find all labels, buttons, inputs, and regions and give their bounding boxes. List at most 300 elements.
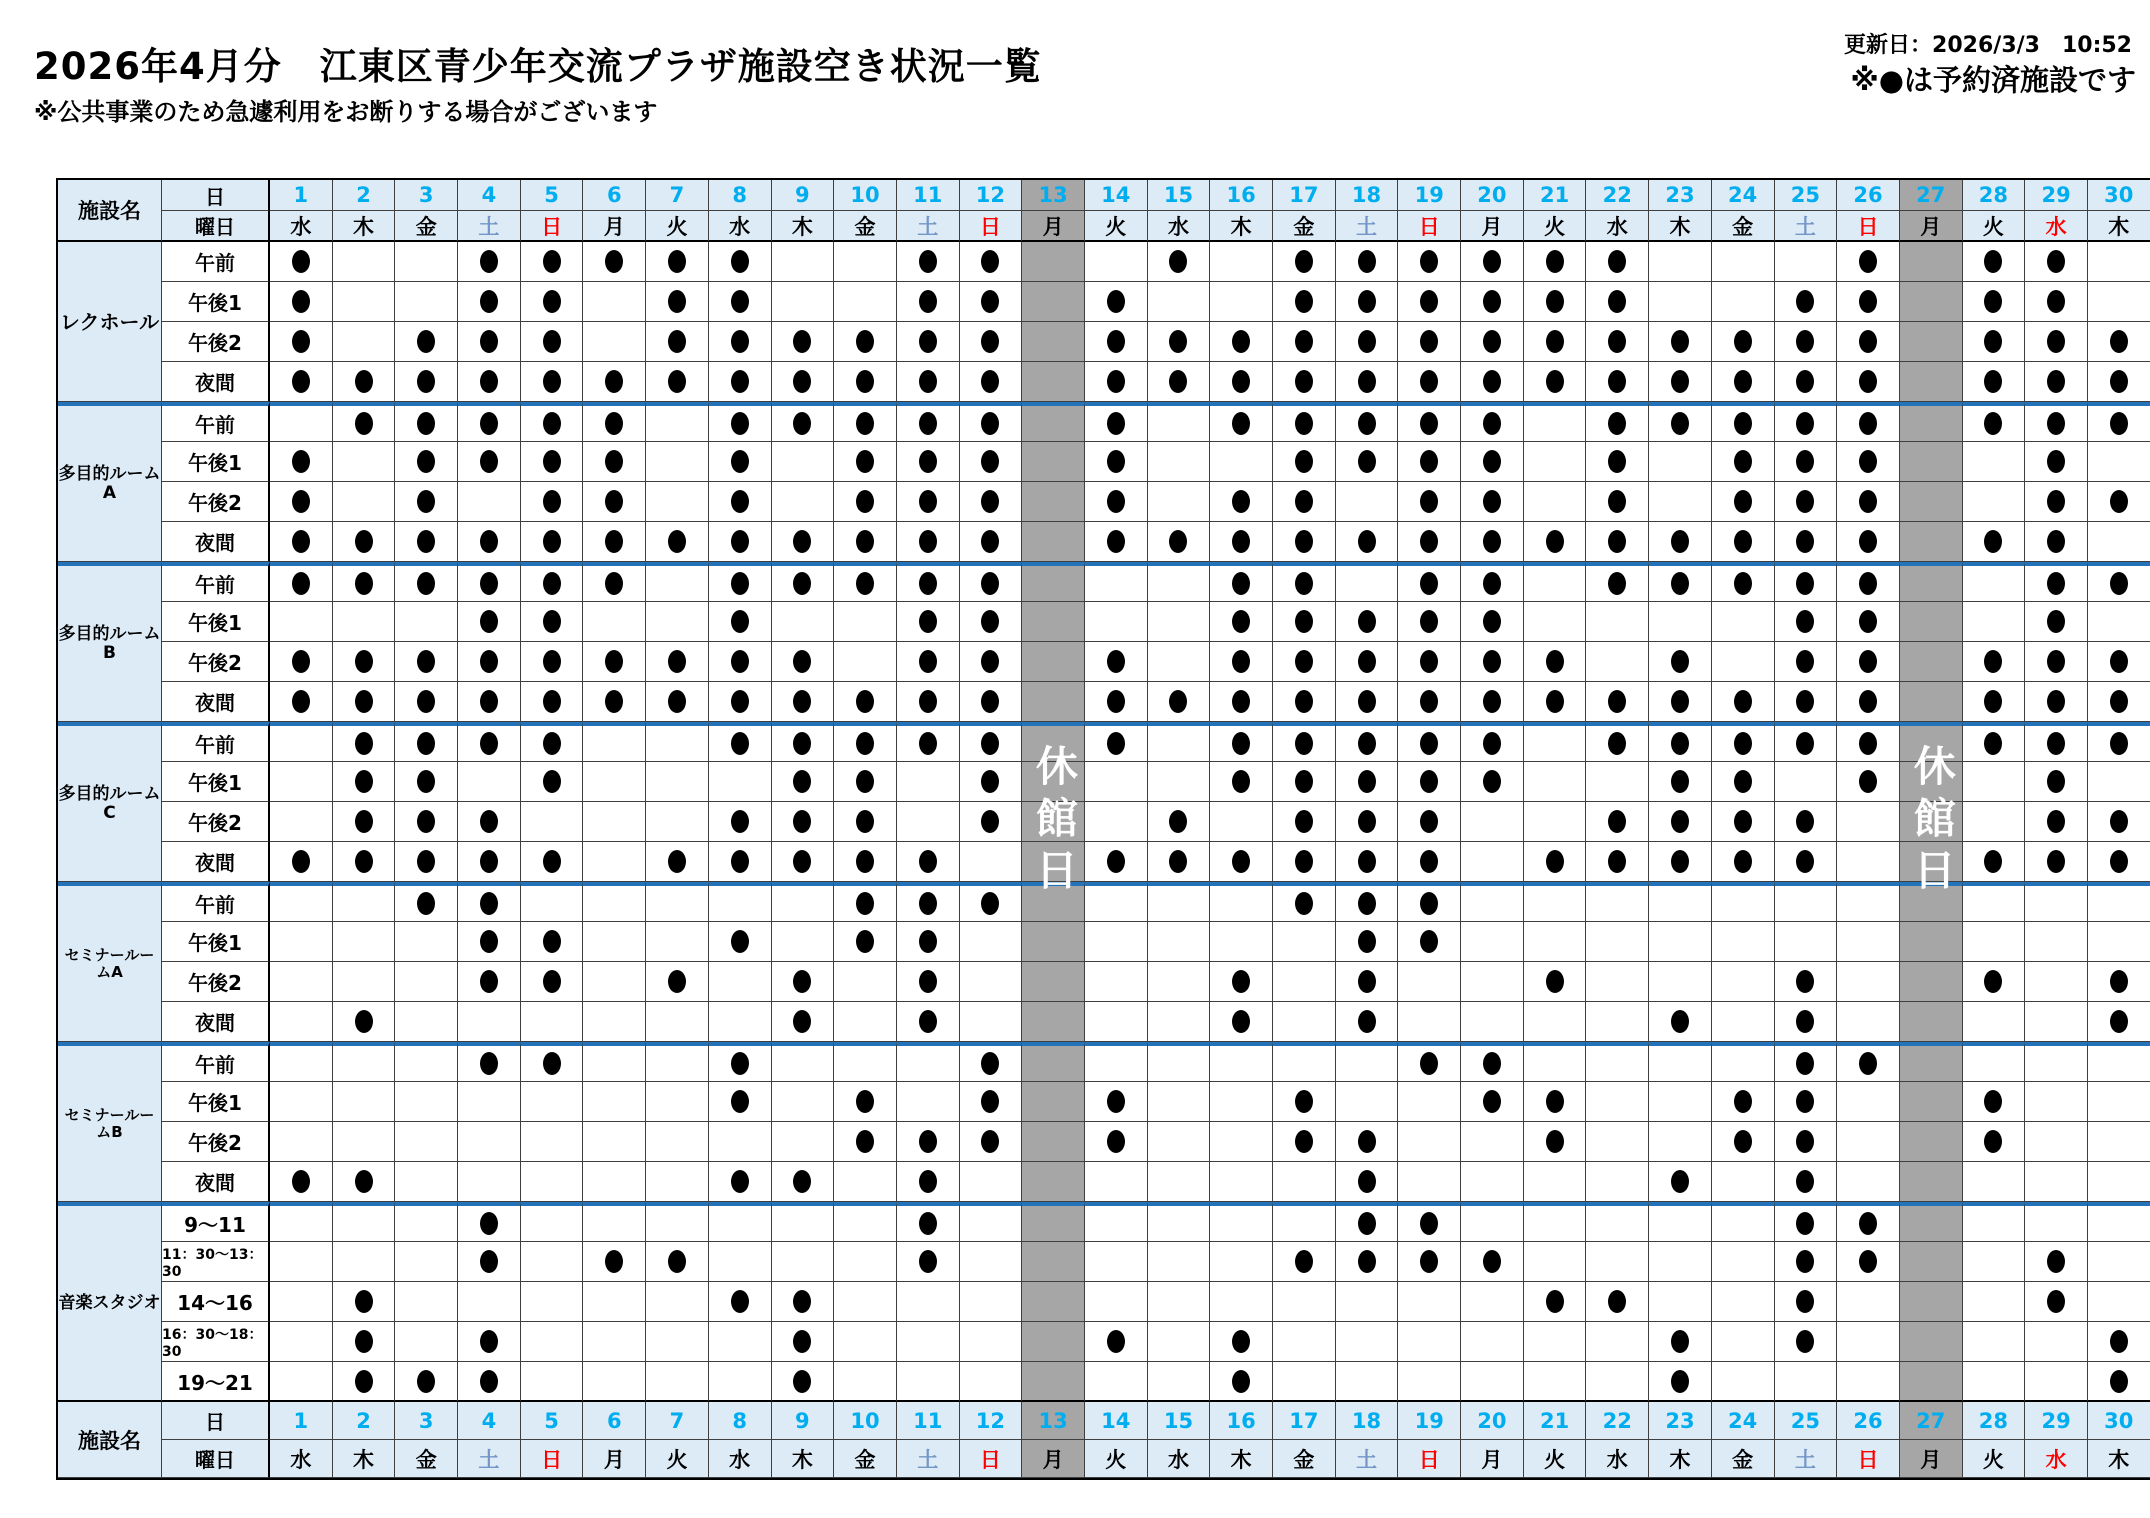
availability-cell	[1336, 842, 1399, 882]
availability-cell	[1461, 402, 1524, 442]
availability-cell	[1022, 1202, 1085, 1242]
availability-cell	[1649, 1162, 1712, 1202]
availability-cell	[1524, 1162, 1587, 1202]
availability-cell	[458, 1082, 521, 1122]
closed-day-overlay-13: 休館日	[1029, 744, 1079, 900]
weekday-cell: 水	[270, 211, 333, 242]
reserved-dot	[1358, 530, 1376, 553]
day-header-cell: 7	[646, 180, 709, 211]
reserved-dot	[2110, 850, 2128, 873]
day-header-cell: 11	[897, 180, 960, 211]
reserved-dot	[1546, 970, 1564, 993]
availability-cell	[1649, 1202, 1712, 1242]
day-header-cell: 21	[1524, 180, 1587, 211]
availability-cell	[2025, 722, 2088, 762]
reserved-dot	[793, 970, 811, 993]
day-header-cell: 25	[1775, 180, 1838, 211]
day-header-cell: 4	[458, 180, 521, 211]
availability-cell	[2088, 322, 2150, 362]
reserved-dot	[981, 250, 999, 273]
availability-cell	[1649, 962, 1712, 1002]
availability-cell	[270, 922, 333, 962]
reserved-dot	[2047, 530, 2065, 553]
availability-cell	[1963, 282, 2026, 322]
availability-cell	[1586, 962, 1649, 1002]
availability-cell	[1712, 1002, 1775, 1042]
availability-cell	[1022, 882, 1085, 922]
availability-cell	[333, 642, 396, 682]
availability-cell	[1524, 1042, 1587, 1082]
reserved-dot	[1984, 732, 2002, 755]
reserved-dot	[1483, 412, 1501, 435]
availability-cell	[834, 1362, 897, 1402]
availability-cell	[2088, 1242, 2150, 1282]
availability-cell	[270, 762, 333, 802]
reserved-dot	[1483, 330, 1501, 353]
availability-cell	[1649, 882, 1712, 922]
availability-cell	[709, 1322, 772, 1362]
availability-cell	[1461, 642, 1524, 682]
reserved-dot	[1295, 530, 1313, 553]
reserved-dot	[1608, 572, 1626, 595]
availability-cell	[897, 1202, 960, 1242]
reserved-dot	[1546, 850, 1564, 873]
availability-cell	[1273, 762, 1336, 802]
weekday-cell: 日	[521, 1440, 584, 1478]
day-header-cell: 3	[395, 180, 458, 211]
availability-cell	[1148, 282, 1211, 322]
availability-cell	[1085, 962, 1148, 1002]
reserved-dot	[2047, 1290, 2065, 1313]
availability-cell	[458, 282, 521, 322]
day-row-label: 日	[162, 180, 270, 211]
availability-cell	[1210, 1362, 1273, 1402]
reserved-dot	[1546, 1130, 1564, 1153]
reserved-dot	[1671, 370, 1689, 393]
availability-cell	[1461, 562, 1524, 602]
availability-cell	[1210, 1282, 1273, 1322]
weekday-cell: 水	[709, 211, 772, 242]
availability-cell	[1524, 1282, 1587, 1322]
reserved-dot	[480, 610, 498, 633]
availability-cell	[521, 322, 584, 362]
availability-cell	[270, 1002, 333, 1042]
reserved-dot	[1107, 690, 1125, 713]
availability-cell	[2088, 1122, 2150, 1162]
reserved-dot	[1420, 370, 1438, 393]
reserved-dot	[1796, 690, 1814, 713]
day-header-cell: 22	[1586, 1402, 1649, 1440]
reserved-dot	[981, 1090, 999, 1113]
availability-cell	[897, 402, 960, 442]
weekday-cell: 金	[1712, 1440, 1775, 1478]
reserved-dot	[1232, 770, 1250, 793]
reserved-dot	[919, 1250, 937, 1273]
weekday-cell: 土	[897, 1440, 960, 1478]
availability-cell	[1085, 682, 1148, 722]
weekday-cell: 月	[1900, 1440, 1963, 1478]
availability-cell	[1712, 522, 1775, 562]
reserved-dot	[1608, 450, 1626, 473]
reserved-dot	[668, 330, 686, 353]
reserved-dot	[919, 690, 937, 713]
reserved-dot	[2110, 1330, 2128, 1353]
availability-cell	[583, 1042, 646, 1082]
reserved-dot	[1796, 490, 1814, 513]
reserved-dot	[1107, 1330, 1125, 1353]
availability-cell	[521, 442, 584, 482]
availability-cell	[709, 922, 772, 962]
availability-cell	[2025, 642, 2088, 682]
reserved-dot	[1232, 970, 1250, 993]
reserved-dot	[417, 330, 435, 353]
reserved-dot	[1796, 1052, 1814, 1075]
availability-cell	[1963, 242, 2026, 282]
availability-cell	[1775, 242, 1838, 282]
availability-cell	[1586, 362, 1649, 402]
availability-cell	[709, 642, 772, 682]
availability-cell	[1963, 442, 2026, 482]
availability-cell	[1524, 322, 1587, 362]
reserved-dot	[1671, 650, 1689, 673]
availability-cell	[1524, 1362, 1587, 1402]
reserved-dot	[1420, 572, 1438, 595]
availability-cell	[2025, 922, 2088, 962]
availability-cell	[1837, 842, 1900, 882]
availability-cell	[834, 362, 897, 402]
weekday-cell: 水	[2025, 211, 2088, 242]
reserved-dot	[919, 732, 937, 755]
weekday-cell: 土	[897, 211, 960, 242]
availability-cell	[646, 1162, 709, 1202]
reserved-dot	[1420, 690, 1438, 713]
reserved-dot	[1232, 1370, 1250, 1393]
reserved-dot	[1859, 572, 1877, 595]
availability-cell	[1712, 602, 1775, 642]
reserved-dot	[919, 450, 937, 473]
reserved-dot	[856, 412, 874, 435]
reserved-dot	[2047, 690, 2065, 713]
weekday-cell: 月	[583, 211, 646, 242]
availability-cell	[897, 1082, 960, 1122]
availability-cell	[458, 682, 521, 722]
availability-cell	[1210, 362, 1273, 402]
availability-cell	[834, 922, 897, 962]
availability-cell	[1210, 762, 1273, 802]
reserved-dot	[919, 970, 937, 993]
availability-cell	[960, 522, 1023, 562]
reserved-dot	[355, 572, 373, 595]
reserved-dot	[1483, 572, 1501, 595]
availability-cell	[1963, 1202, 2026, 1242]
reserved-dot	[1859, 690, 1877, 713]
availability-cell	[1586, 682, 1649, 722]
availability-cell	[1524, 1202, 1587, 1242]
availability-cell	[1148, 522, 1211, 562]
availability-cell	[1837, 242, 1900, 282]
reserved-dot	[1420, 732, 1438, 755]
availability-cell	[1273, 282, 1336, 322]
reserved-dot	[919, 1010, 937, 1033]
availability-cell	[1837, 682, 1900, 722]
availability-cell	[458, 1242, 521, 1282]
reserved-dot	[1169, 250, 1187, 273]
reserved-dot	[605, 530, 623, 553]
availability-cell	[270, 282, 333, 322]
availability-cell	[1775, 842, 1838, 882]
availability-cell	[1837, 922, 1900, 962]
availability-cell	[521, 722, 584, 762]
reserved-dot	[981, 370, 999, 393]
availability-cell	[458, 762, 521, 802]
reserved-dot	[1107, 330, 1125, 353]
reserved-dot	[856, 810, 874, 833]
availability-cell	[1712, 362, 1775, 402]
reserved-dot	[2047, 810, 2065, 833]
availability-cell	[1210, 1082, 1273, 1122]
reserved-dot	[292, 290, 310, 313]
weekday-cell: 日	[1398, 1440, 1461, 1478]
reserved-dot	[981, 892, 999, 915]
reserved-dot	[731, 1170, 749, 1193]
availability-cell	[1900, 1322, 1963, 1362]
availability-cell	[521, 1282, 584, 1322]
weekday-cell: 水	[270, 1440, 333, 1478]
reserved-dot	[1295, 770, 1313, 793]
reserved-dot	[793, 1010, 811, 1033]
availability-cell	[1712, 722, 1775, 762]
reserved-dot	[1984, 1090, 2002, 1113]
reserved-dot	[1420, 850, 1438, 873]
availability-cell	[458, 722, 521, 762]
availability-cell	[1273, 1282, 1336, 1322]
reserved-dot	[1420, 1052, 1438, 1075]
availability-cell	[1085, 442, 1148, 482]
availability-cell	[333, 962, 396, 1002]
availability-cell	[333, 722, 396, 762]
availability-cell	[1837, 1162, 1900, 1202]
availability-cell	[709, 1362, 772, 1402]
availability-cell	[583, 322, 646, 362]
availability-cell	[1398, 482, 1461, 522]
availability-cell	[1273, 922, 1336, 962]
availability-cell	[1336, 962, 1399, 1002]
availability-cell	[1900, 562, 1963, 602]
availability-cell	[1649, 402, 1712, 442]
reserved-dot	[1796, 650, 1814, 673]
availability-cell	[709, 442, 772, 482]
reserved-dot	[355, 1370, 373, 1393]
availability-cell	[1461, 762, 1524, 802]
availability-cell	[1398, 882, 1461, 922]
availability-cell	[2088, 282, 2150, 322]
availability-cell	[1775, 402, 1838, 442]
availability-cell	[1461, 682, 1524, 722]
availability-cell	[1963, 762, 2026, 802]
availability-cell	[1649, 922, 1712, 962]
day-header-cell: 17	[1273, 180, 1336, 211]
reserved-dot	[1796, 1170, 1814, 1193]
weekday-cell: 土	[458, 1440, 521, 1478]
weekday-cell: 水	[1586, 1440, 1649, 1478]
availability-cell	[1963, 682, 2026, 722]
reserved-dot	[355, 1290, 373, 1313]
facility-name-cell: 多目的ルームA	[58, 402, 162, 562]
availability-cell	[1586, 282, 1649, 322]
availability-cell	[521, 522, 584, 562]
availability-cell	[2025, 482, 2088, 522]
reserved-dot	[1295, 650, 1313, 673]
reserved-dot	[417, 1370, 435, 1393]
availability-cell	[583, 882, 646, 922]
reserved-dot	[1483, 1250, 1501, 1273]
availability-cell	[1963, 1082, 2026, 1122]
availability-cell	[646, 242, 709, 282]
availability-cell	[1461, 602, 1524, 642]
weekday-cell: 水	[1586, 211, 1649, 242]
reserved-dot	[793, 732, 811, 755]
availability-cell	[1837, 1122, 1900, 1162]
availability-cell	[646, 922, 709, 962]
availability-cell	[1085, 1002, 1148, 1042]
availability-cell	[2025, 842, 2088, 882]
reserved-dot	[1796, 1090, 1814, 1113]
reserved-dot	[1984, 530, 2002, 553]
reserved-dot	[981, 490, 999, 513]
reserved-dot	[1734, 530, 1752, 553]
availability-cell	[270, 642, 333, 682]
reserved-dot	[1420, 412, 1438, 435]
availability-cell	[1022, 802, 1085, 842]
availability-cell	[1963, 882, 2026, 922]
availability-cell	[1022, 1282, 1085, 1322]
availability-cell	[834, 482, 897, 522]
availability-cell	[960, 682, 1023, 722]
availability-cell	[1336, 1002, 1399, 1042]
availability-cell	[2088, 722, 2150, 762]
reserved-dot	[355, 690, 373, 713]
availability-cell	[772, 442, 835, 482]
availability-cell	[834, 322, 897, 362]
availability-cell	[2088, 962, 2150, 1002]
availability-cell	[960, 842, 1023, 882]
availability-cell	[1148, 402, 1211, 442]
availability-cell	[1210, 842, 1273, 882]
availability-cell	[395, 482, 458, 522]
day-header-cell: 29	[2025, 180, 2088, 211]
reserved-dot	[1232, 530, 1250, 553]
availability-cell	[1085, 282, 1148, 322]
reserved-dot	[1295, 370, 1313, 393]
availability-cell	[1775, 1242, 1838, 1282]
availability-cell	[1336, 482, 1399, 522]
availability-cell	[1524, 242, 1587, 282]
reserved-dot	[355, 412, 373, 435]
availability-cell	[1586, 562, 1649, 602]
reserved-dot	[1859, 330, 1877, 353]
availability-cell	[333, 562, 396, 602]
availability-cell	[1524, 722, 1587, 762]
reserved-dot	[793, 770, 811, 793]
reserved-dot	[1483, 450, 1501, 473]
availability-cell	[1837, 1082, 1900, 1122]
availability-cell	[1586, 642, 1649, 682]
availability-cell	[2025, 1362, 2088, 1402]
availability-cell	[1775, 442, 1838, 482]
reserved-dot	[2047, 732, 2065, 755]
availability-cell	[772, 482, 835, 522]
reserved-dot	[1358, 450, 1376, 473]
availability-cell	[270, 1042, 333, 1082]
availability-cell	[583, 1322, 646, 1362]
availability-cell	[1273, 882, 1336, 922]
reserved-dot	[1796, 572, 1814, 595]
availability-cell	[897, 1002, 960, 1042]
reserved-dot	[1295, 892, 1313, 915]
availability-cell	[646, 602, 709, 642]
availability-cell	[709, 242, 772, 282]
availability-cell	[521, 882, 584, 922]
reserved-dot	[1734, 850, 1752, 873]
availability-cell	[395, 362, 458, 402]
day-header-cell: 19	[1398, 1402, 1461, 1440]
availability-cell	[1210, 722, 1273, 762]
time-slot-cell: 午後2	[162, 322, 270, 362]
reserved-dot	[1483, 250, 1501, 273]
availability-cell	[583, 362, 646, 402]
availability-cell	[1398, 1162, 1461, 1202]
availability-cell	[1273, 1002, 1336, 1042]
availability-cell	[646, 322, 709, 362]
availability-cell	[1837, 522, 1900, 562]
availability-cell	[1461, 362, 1524, 402]
availability-cell	[1649, 842, 1712, 882]
reserved-dot	[355, 1330, 373, 1353]
availability-cell	[1210, 322, 1273, 362]
availability-cell	[1712, 322, 1775, 362]
availability-cell	[960, 562, 1023, 602]
availability-cell	[333, 1082, 396, 1122]
availability-cell	[1837, 282, 1900, 322]
reserved-dot	[1546, 330, 1564, 353]
reserved-dot	[543, 530, 561, 553]
reserved-dot	[856, 330, 874, 353]
day-header-cell: 13	[1022, 1402, 1085, 1440]
availability-cell	[1586, 1162, 1649, 1202]
reserved-dot	[856, 892, 874, 915]
time-slot-cell: 午前	[162, 562, 270, 602]
reserved-dot	[480, 1370, 498, 1393]
availability-cell	[521, 242, 584, 282]
availability-cell	[1022, 962, 1085, 1002]
availability-cell	[897, 482, 960, 522]
reserved-dot	[1483, 530, 1501, 553]
day-header-cell: 5	[521, 180, 584, 211]
availability-cell	[1022, 1122, 1085, 1162]
day-header-cell: 2	[333, 1402, 396, 1440]
availability-cell	[646, 1202, 709, 1242]
reserved-dot	[919, 330, 937, 353]
availability-cell	[333, 602, 396, 642]
reserved-dot	[668, 370, 686, 393]
availability-cell	[2025, 282, 2088, 322]
reserved-dot	[1295, 1250, 1313, 1273]
availability-cell	[960, 402, 1023, 442]
reserved-dot	[1420, 1212, 1438, 1235]
reserved-dot	[668, 850, 686, 873]
availability-cell	[1837, 762, 1900, 802]
availability-cell	[1649, 722, 1712, 762]
